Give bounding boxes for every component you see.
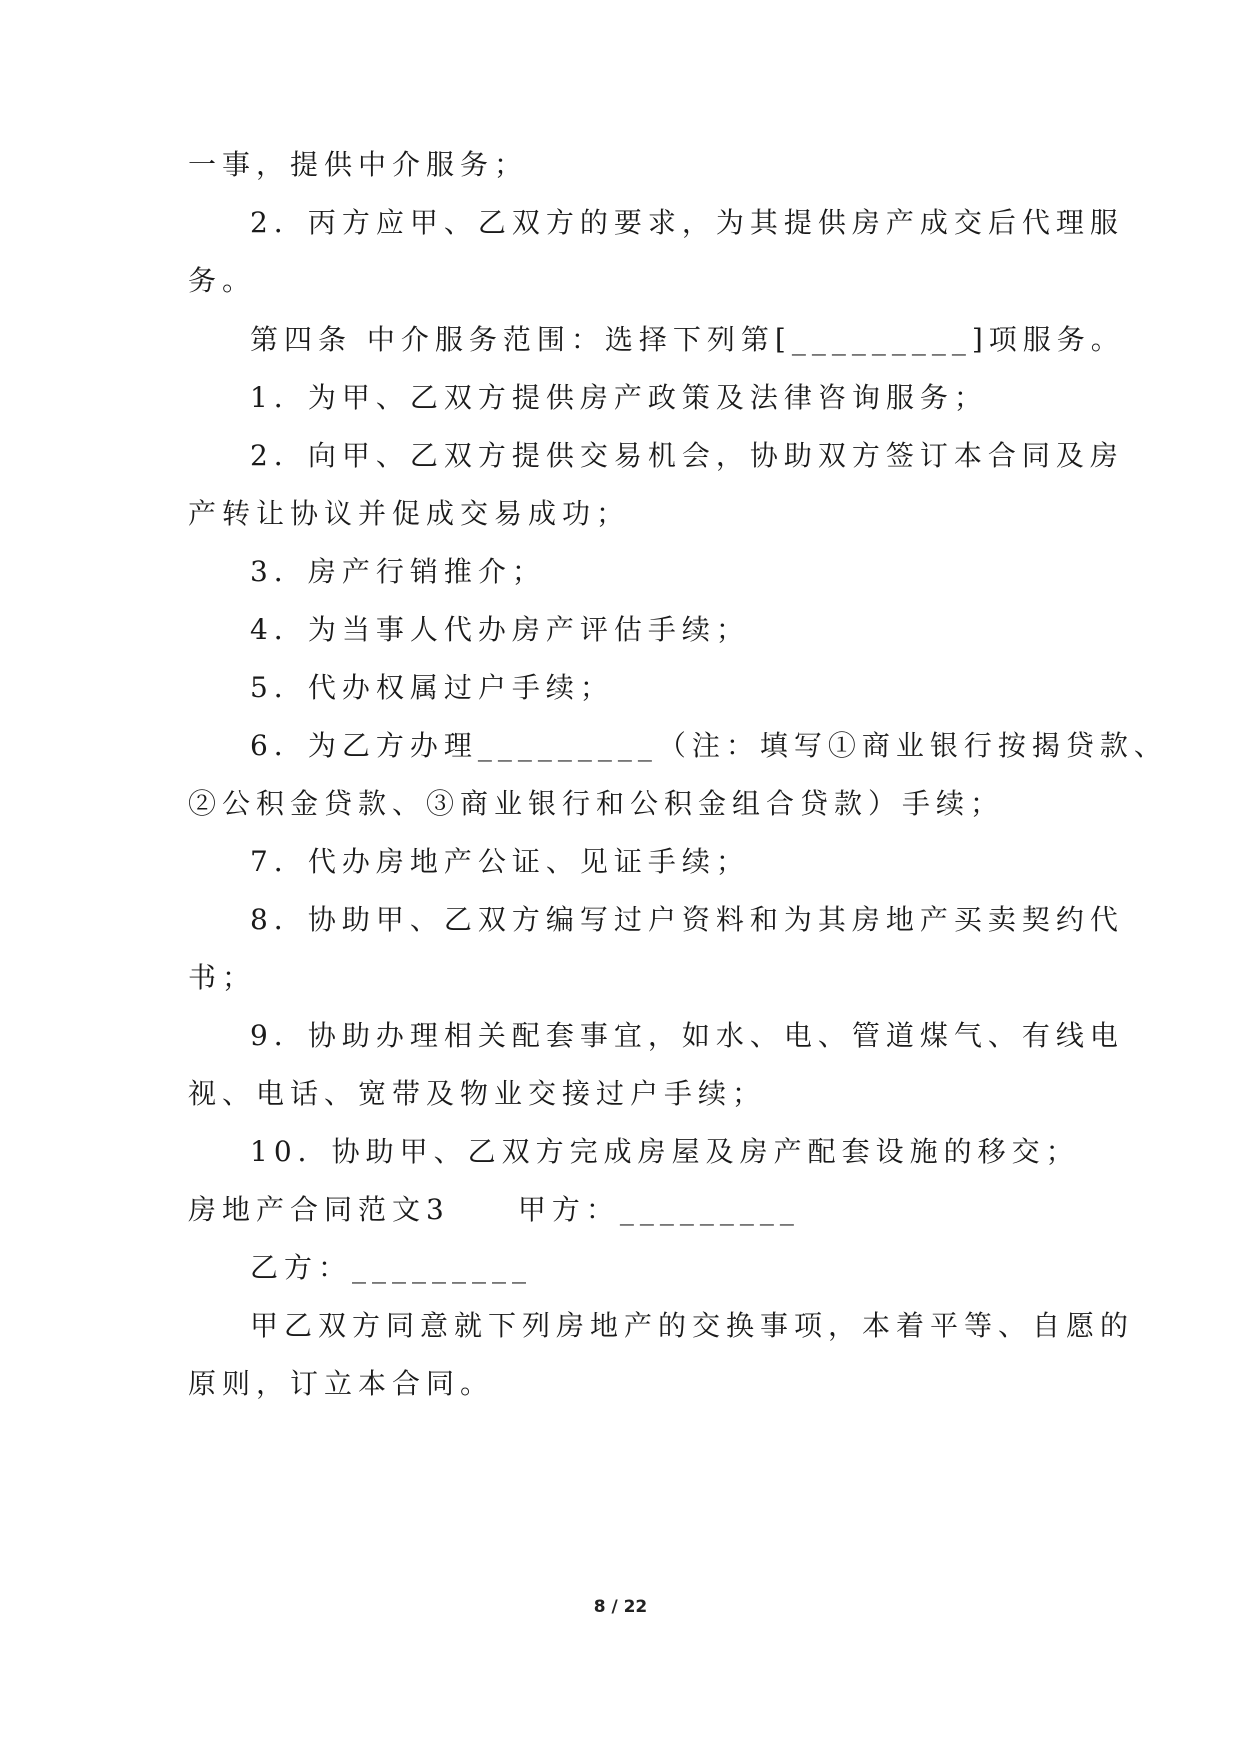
page-number: 8 / 22 bbox=[593, 1597, 648, 1617]
paragraph-line: 8．协助甲、乙双方编写过户资料和为其房地产买卖契约代 bbox=[250, 903, 1124, 936]
paragraph-line: 2．丙方应甲、乙双方的要求，为其提供房产成交后代理服 bbox=[250, 206, 1124, 239]
paragraph-line: 4．为当事人代办房产评估手续； bbox=[250, 613, 750, 646]
paragraph-line: 原则，订立本合同。 bbox=[188, 1367, 495, 1400]
paragraph-line: 2．向甲、乙双方提供交易机会，协助双方签订本合同及房 bbox=[250, 439, 1124, 472]
paragraph-line: 视、电话、宽带及物业交接过户手续； bbox=[188, 1077, 767, 1110]
paragraph-line: 3．房产行销推介； bbox=[250, 555, 546, 588]
paragraph-line: 第四条 中介服务范围：选择下列第[_________]项服务。 bbox=[250, 323, 1125, 356]
paragraph-line: 5．代办权属过户手续； bbox=[250, 671, 614, 704]
paragraph-line: 6．为乙方办理_________（注：填写①商业银行按揭贷款、 bbox=[250, 729, 1168, 762]
paragraph-line: 1．为甲、乙双方提供房产政策及法律咨询服务； bbox=[250, 381, 988, 414]
paragraph-line: 务。 bbox=[188, 264, 257, 297]
paragraph-line: 书； bbox=[188, 961, 257, 994]
paragraph-line: 产转让协议并促成交易成功； bbox=[188, 497, 631, 530]
paragraph-line: 10．协助甲、乙双方完成房屋及房产配套设施的移交； bbox=[250, 1135, 1080, 1168]
paragraph-line: 7．代办房地产公证、见证手续； bbox=[250, 845, 750, 878]
paragraph-line: 甲乙双方同意就下列房地产的交换事项，本着平等、自愿的 bbox=[250, 1309, 1135, 1342]
paragraph-line: 乙方：_________ bbox=[250, 1251, 533, 1284]
paragraph-line: ②公积金贷款、③商业银行和公积金组合贷款）手续； bbox=[188, 787, 1005, 820]
paragraph-line: 9．协助办理相关配套事宜，如水、电、管道煤气、有线电 bbox=[250, 1019, 1124, 1052]
paragraph-line: 一事，提供中介服务； bbox=[188, 148, 529, 181]
paragraph-line: 房地产合同范文3 甲方：_________ bbox=[188, 1193, 800, 1226]
